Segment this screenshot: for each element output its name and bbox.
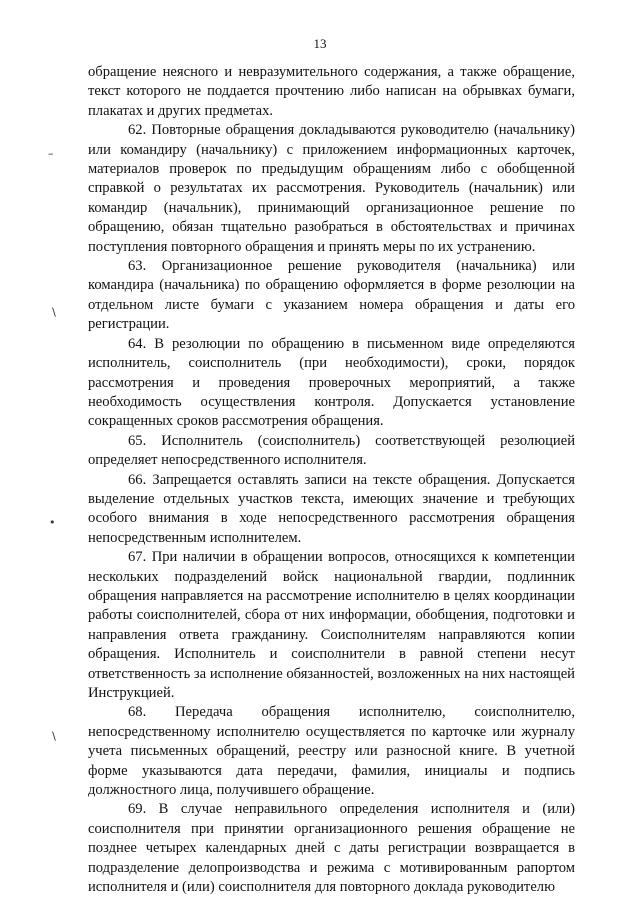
paragraph-67: 67. При наличии в обращении вопросов, относящихся к компетенции нескольких подразделений войск национальной гвардии, подлинник обращения направляется на рассмотрение исполнителю в целях координации работы соисполнителей, сбора от них информации, обобщения, подготовки и направления ответа гражданину. Соисполнителям направляются копии обращения. Исполнитель и соисполнители в равной степени несут ответственность за исполнение обязанностей, возложенных на них настоящей Инструкцией. xyxy=(88,549,575,701)
paragraph: обращение неясного и невразумительного содержания, а также обращение, текст которого не поддается прочтению либо написан на обрывках бумаги, плакатах и других предметах. xyxy=(88,64,575,119)
page-number: 13 xyxy=(313,36,327,51)
paragraph-69: 69. В случае неправильного определения исполнителя и (или) соисполнителя при принятии организационного решения обращение не позднее четырех календарных дней с даты регистрации возвращается в подразделение делопроизводства и режима с мотивированным рапортом исполнителя и (или) соисполнителя для повторного доклада руководителю xyxy=(88,801,575,896)
margin-mark: ∖ xyxy=(50,730,58,743)
paragraph-62: 62. Повторные обращения докладываются руководителю (начальнику) или командиру (начальнику) с приложением информационных карточек, материалов проверок по предыдущим обращениям либо с обобщенной справкой о результатах их рассмотрения. Руководитель (начальник) или командир (начальник), принимающий организационное решение по обращению, обязан тщательно разобраться в обстоятельствах и причинах поступления повторного обращения и принять меры по их устранению. xyxy=(88,122,575,255)
margin-mark: – xyxy=(48,147,54,160)
paragraph-64: 64. В резолюции по обращению в письменном виде определяются исполнитель, соисполнитель (при необходимости), сроки, порядок рассмотрения и проведения проверочных мероприятий, а также необходимость осуществления контроля. Допускается установление сокращенных сроков рассмотрения обращения. xyxy=(88,335,575,430)
paragraph-65: 65. Исполнитель (соисполнитель) соответствующей резолюцией определяет непосредственного исполнителя. xyxy=(88,432,575,469)
paragraph-68: 68. Передача обращения исполнителю, соисполнителю, непосредственному исполнителю осуществляется по карточке или журналу учета письменных обращений, реестру или разносной книге. В учетной форме указываются дата передачи, фамилия, инициалы и подпись должностного лица, получившего обращение. xyxy=(88,704,575,799)
margin-mark: ∖ xyxy=(50,306,58,319)
document-body xyxy=(88,63,575,897)
paragraph-63: 63. Организационное решение руководителя (начальника) или командира (начальника) по обращению оформляется в форме резолюции на отдельном листе бумаги с указанием номера обращения и даты его регистрации. xyxy=(88,258,575,333)
margin-mark: • xyxy=(49,516,56,529)
paragraph-66: 66. Запрещается оставлять записи на тексте обращения. Допускается выделение отдельных участков текста, имеющих значение и требующих особого внимания в ходе непосредственного рассмотрения обращения непосредственным исполнителем. xyxy=(88,471,575,546)
